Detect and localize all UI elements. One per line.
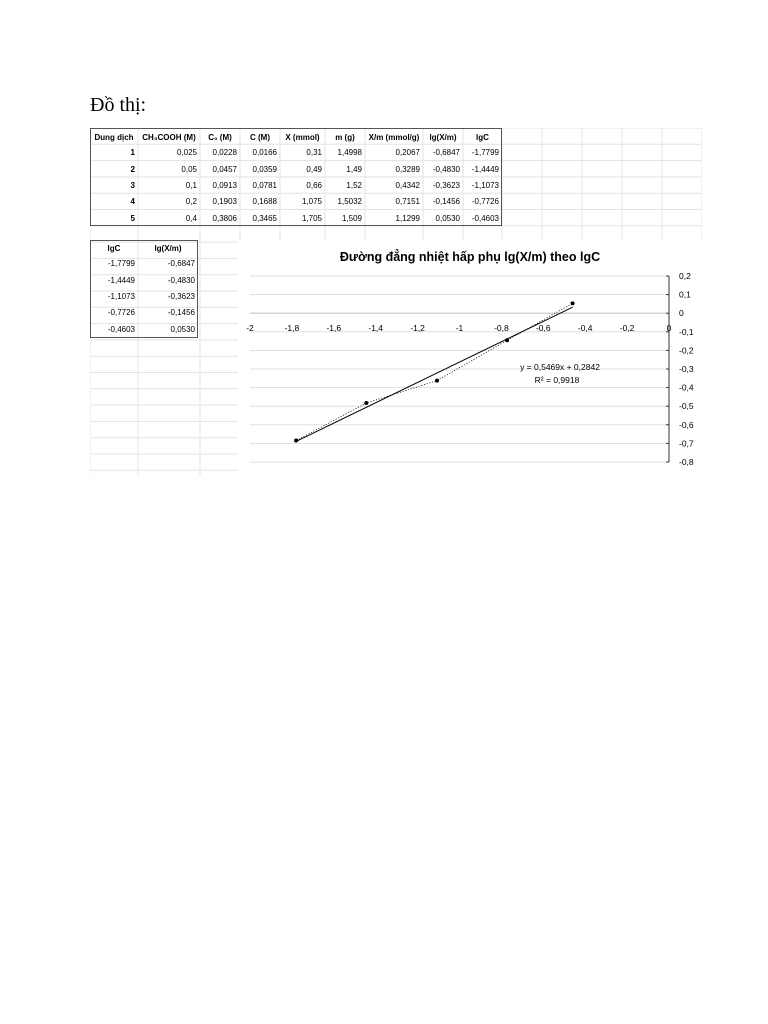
- x-tick-label: -1: [455, 323, 464, 334]
- table1-cell[interactable]: -0,6847: [432, 148, 460, 158]
- y-tick-label: -0,1: [679, 326, 694, 337]
- table1-cell[interactable]: -1,4449: [471, 164, 499, 174]
- table1-cell[interactable]: 0,0166: [252, 148, 277, 158]
- table1-cell[interactable]: 0,1: [185, 180, 197, 190]
- table1-cell[interactable]: -0,4830: [432, 164, 460, 174]
- table1-cell[interactable]: -1,7799: [471, 148, 499, 158]
- table1-cell[interactable]: 1,4998: [337, 148, 362, 158]
- table1-cell[interactable]: 0,05: [181, 164, 197, 174]
- table1-header-cell[interactable]: CH₃COOH (M): [142, 133, 196, 142]
- table1-header-cell[interactable]: C (M): [250, 133, 270, 142]
- x-tick-label: -0,6: [535, 323, 551, 334]
- y-tick-label: -0,3: [679, 364, 694, 374]
- table1-cell[interactable]: 0,4342: [395, 180, 420, 190]
- chart-svg: [238, 240, 702, 475]
- table1-header-cell[interactable]: X/m (mmol/g): [368, 133, 420, 142]
- x-tick-label: -1,2: [410, 323, 425, 334]
- table2-cell[interactable]: 0,0530: [170, 324, 195, 334]
- chart-title: Đường đẳng nhiệt hấp phụ lg(X/m) theo lgC: [339, 250, 601, 264]
- x-tick-label: -0,8: [494, 323, 509, 334]
- table1-cell[interactable]: 1,5032: [337, 197, 362, 207]
- table2-cell[interactable]: -0,3623: [167, 291, 195, 301]
- x-tick-label: -1,4: [368, 323, 384, 334]
- table1-cell[interactable]: 0,0457: [212, 164, 237, 174]
- table1-cell[interactable]: 0,0781: [252, 180, 277, 190]
- table2-cell[interactable]: -0,6847: [167, 259, 195, 269]
- y-tick-label: -0,8: [679, 457, 694, 467]
- table1-cell[interactable]: -0,3623: [432, 180, 460, 190]
- table1-cell[interactable]: -0,7726: [471, 197, 499, 207]
- table2-cell[interactable]: -0,4603: [107, 324, 135, 334]
- table1-cell[interactable]: 0,3465: [252, 213, 277, 223]
- x-tick-label: -0,2: [619, 323, 635, 334]
- table1-cell[interactable]: 0,1903: [212, 197, 237, 207]
- table2-cell[interactable]: -0,1456: [167, 308, 195, 318]
- table1-cell[interactable]: 1,49: [346, 164, 362, 174]
- table1-cell[interactable]: 0,0359: [252, 164, 277, 174]
- y-tick-label: 0,1: [679, 289, 691, 300]
- y-tick-label: -0,2: [679, 345, 694, 356]
- table1-cell[interactable]: -0,1456: [432, 197, 460, 207]
- x-tick-label: -1,8: [284, 323, 300, 334]
- table1-cell[interactable]: 0,025: [176, 148, 197, 158]
- trendline-equation: y = 0,5469x + 0,2842: [520, 362, 600, 372]
- table1-cell[interactable]: 1,52: [346, 180, 362, 190]
- table1-cell[interactable]: 0,0913: [212, 180, 237, 190]
- table1-header-cell[interactable]: lgC: [476, 133, 489, 142]
- table1-header-cell[interactable]: X (mmol): [285, 133, 320, 142]
- table1-cell[interactable]: 0,3289: [395, 164, 420, 174]
- x-tick-label: -1,6: [326, 323, 342, 334]
- page-heading: Đồ thị:: [90, 94, 147, 116]
- table1-cell[interactable]: 0,4: [185, 213, 197, 223]
- x-tick-label: -0,4: [577, 323, 593, 334]
- table1-cell[interactable]: 0,0530: [435, 213, 460, 223]
- table1-cell[interactable]: 3: [130, 180, 135, 190]
- table1-cell[interactable]: 4: [130, 197, 135, 207]
- chart-area[interactable]: [238, 240, 702, 475]
- table1-header-cell[interactable]: Dung dịch: [94, 133, 134, 142]
- y-tick-label: -0,5: [679, 401, 694, 412]
- table2-cell[interactable]: -1,7799: [107, 259, 135, 269]
- table2-cell[interactable]: -0,4830: [167, 275, 195, 285]
- table2-cell[interactable]: -1,1073: [107, 291, 135, 301]
- data-point: [435, 379, 439, 383]
- y-tick-label: -0,4: [679, 382, 694, 393]
- y-tick-label: -0,6: [679, 419, 694, 430]
- table1-cell[interactable]: 0,31: [306, 148, 322, 158]
- data-point: [505, 338, 509, 342]
- table2-cell[interactable]: -1,4449: [107, 275, 135, 285]
- y-tick-label: 0: [679, 308, 684, 319]
- table1-cell[interactable]: 0,3806: [212, 213, 237, 223]
- table1-cell[interactable]: 0,2067: [395, 148, 420, 158]
- table1-cell[interactable]: 1,509: [341, 213, 362, 223]
- data-point: [571, 301, 575, 305]
- table1-cell[interactable]: 1,075: [301, 197, 322, 207]
- y-tick-label: -0,7: [679, 438, 694, 449]
- table1-header-cell[interactable]: m (g): [335, 133, 355, 142]
- table1-cell[interactable]: 1,705: [301, 213, 322, 223]
- table1-cell[interactable]: 0,2: [185, 197, 197, 207]
- table1-header-cell[interactable]: lg(X/m): [429, 133, 457, 142]
- table1-cell[interactable]: 0,7151: [395, 197, 420, 207]
- table1-cell[interactable]: 1: [130, 148, 135, 158]
- table1-cell[interactable]: 0,66: [306, 180, 322, 190]
- table1-cell[interactable]: 5: [130, 213, 135, 223]
- table2-header-cell[interactable]: lgC: [107, 244, 121, 253]
- table2-header-cell[interactable]: lg(X/m): [154, 244, 182, 253]
- r-squared-label: R² = 0,9918: [534, 375, 580, 385]
- table1-cell[interactable]: -1,1073: [471, 180, 499, 190]
- table1-cell[interactable]: 0,0228: [212, 148, 237, 158]
- x-tick-label: -2: [246, 323, 254, 334]
- table2-cell[interactable]: -0,7726: [107, 308, 135, 318]
- table1-cell[interactable]: -0,4603: [471, 213, 499, 223]
- table1-cell[interactable]: 0,1688: [252, 197, 277, 207]
- table1-cell[interactable]: 2: [130, 164, 135, 174]
- table1-cell[interactable]: 0,49: [306, 164, 322, 174]
- data-point: [294, 439, 298, 443]
- table1-cell[interactable]: 1,1299: [395, 213, 420, 223]
- y-tick-label: 0,2: [679, 271, 691, 281]
- table1-header-cell[interactable]: C₀ (M): [208, 133, 232, 142]
- x-tick-label: 0: [666, 323, 672, 334]
- data-point: [364, 401, 368, 405]
- spreadsheet-area: [90, 128, 702, 475]
